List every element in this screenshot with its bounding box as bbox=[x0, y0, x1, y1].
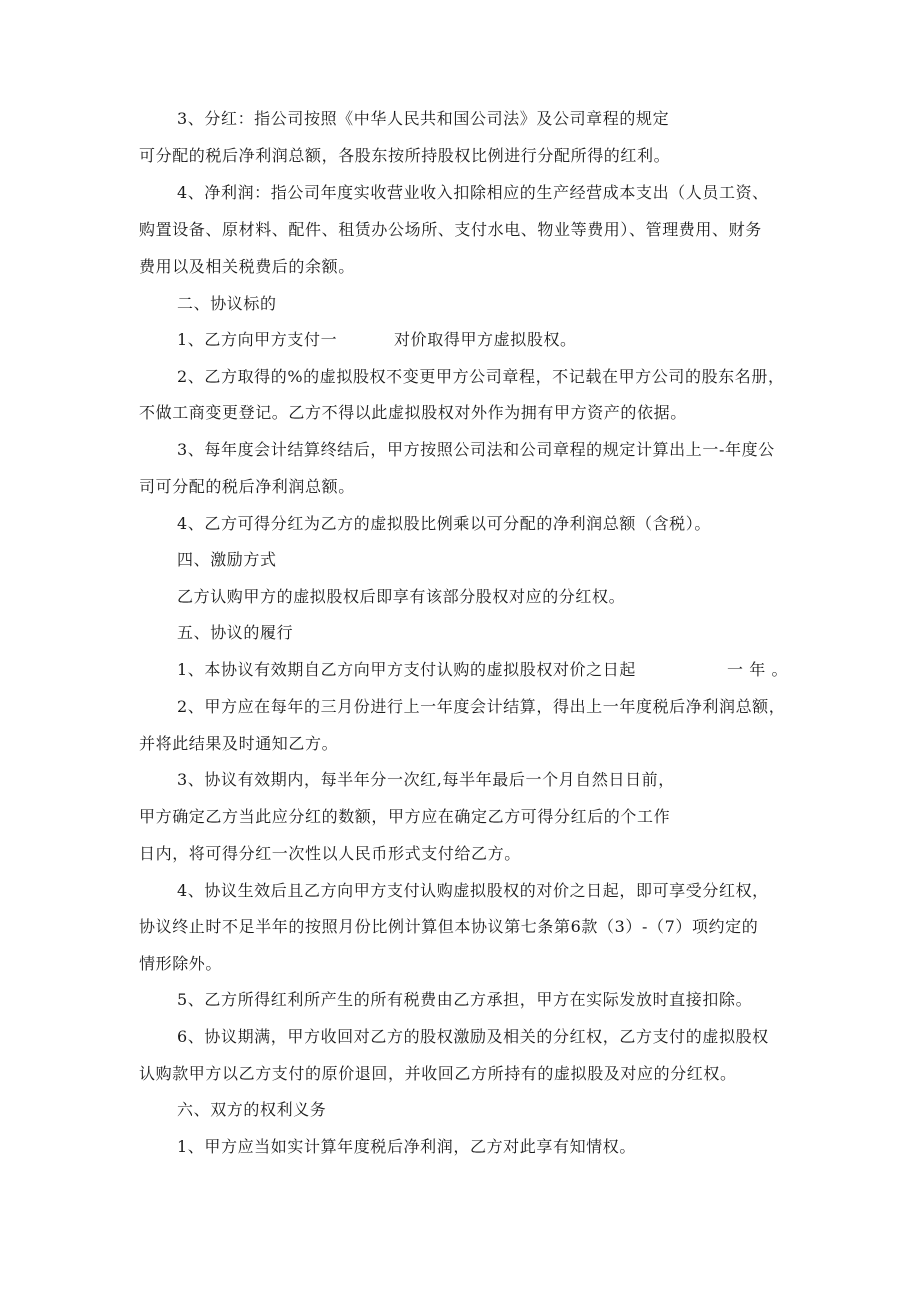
text-line: 4、乙方可得分红为乙方的虚拟股比例乘以可分配的净利润总额（含税）。 bbox=[177, 514, 711, 533]
text-line: 情形除外。 bbox=[139, 954, 223, 973]
text-line: 4、净利润：指公司年度实收营业收入扣除相应的生产经营成本支出（人员工资、 bbox=[177, 183, 769, 202]
text-line: 1、甲方应当如实计算年度税后净利润，乙方对此享有知情权。 bbox=[177, 1137, 636, 1156]
text-line: 4、协议生效后且乙方向甲方支付认购虚拟股权的对价之日起，即可享受分红权， bbox=[177, 881, 769, 900]
text-line: 司可分配的税后净利润总额。 bbox=[139, 477, 355, 496]
text-line: 认购款甲方以乙方支付的原价退回，并收回乙方所持有的虚拟股及对应的分红权。 bbox=[139, 1064, 737, 1083]
text-line: 3、分红：指公司按照《中华人民共和国公司法》及公司章程的规定 bbox=[177, 109, 670, 128]
text-line: 3、每年度会计结算终结后，甲方按照公司法和公司章程的规定计算出上一-年度公 bbox=[177, 440, 775, 459]
text-line: 2、乙方取得的%的虚拟股权不变更甲方公司章程，不记载在甲方公司的股东名册， bbox=[177, 367, 785, 386]
text-line: 甲方确定乙方当此应分红的数额，甲方应在确定乙方可得分红后的个工作 bbox=[139, 807, 671, 826]
text-line: 2、甲方应在每年的三月份进行上一年度会计结算，得出上一年度税后净利润总额， bbox=[177, 697, 786, 716]
text-line: 购置设备、原材料、配件、租赁办公场所、支付水电、物业等费用）、管理费用、财务 bbox=[139, 220, 762, 239]
text-line: 可分配的税后净利润总额，各股东按所持股权比例进行分配所得的红利。 bbox=[139, 146, 671, 165]
text-line: 5、乙方所得红利所产生的所有税费由乙方承担，甲方在实际发放时直接扣除。 bbox=[177, 990, 753, 1009]
section-heading: 五、协议的履行 bbox=[177, 623, 294, 642]
text-line: 协议终止时不足半年的按照月份比例计算但本协议第七条第6款（3）-（7）项约定的 bbox=[139, 917, 759, 936]
text-line: 6、协议期满，甲方收回对乙方的股权激励及相关的分红权，乙方支付的虚拟股权 bbox=[177, 1027, 769, 1046]
text-line: 日内，将可得分红一次性以人民币形式支付给乙方。 bbox=[139, 844, 521, 863]
text-line: 不做工商变更登记。乙方不得以此虚拟股权对外作为拥有甲方资产的依据。 bbox=[139, 403, 687, 422]
text-line: 乙方认购甲方的虚拟股权后即享有该部分股权对应的分红权。 bbox=[177, 587, 626, 606]
section-heading: 四、激励方式 bbox=[177, 550, 277, 569]
text-line: 3、协议有效期内，每半年分一次红,每半年最后一个月自然日日前， bbox=[177, 770, 675, 789]
text-line: 1、乙方向甲方支付一 对价取得甲方虚拟股权。 bbox=[177, 330, 577, 349]
section-heading: 二、协议标的 bbox=[177, 294, 277, 313]
text-line: 并将此结果及时通知乙方。 bbox=[139, 734, 339, 753]
text-line: 费用以及相关税费后的余额。 bbox=[139, 257, 355, 276]
text-line: 1、本协议有效期自乙方向甲方支付认购的虚拟股权对价之日起 一 年 。 bbox=[177, 660, 789, 679]
section-heading: 六、双方的权利义务 bbox=[177, 1100, 327, 1119]
